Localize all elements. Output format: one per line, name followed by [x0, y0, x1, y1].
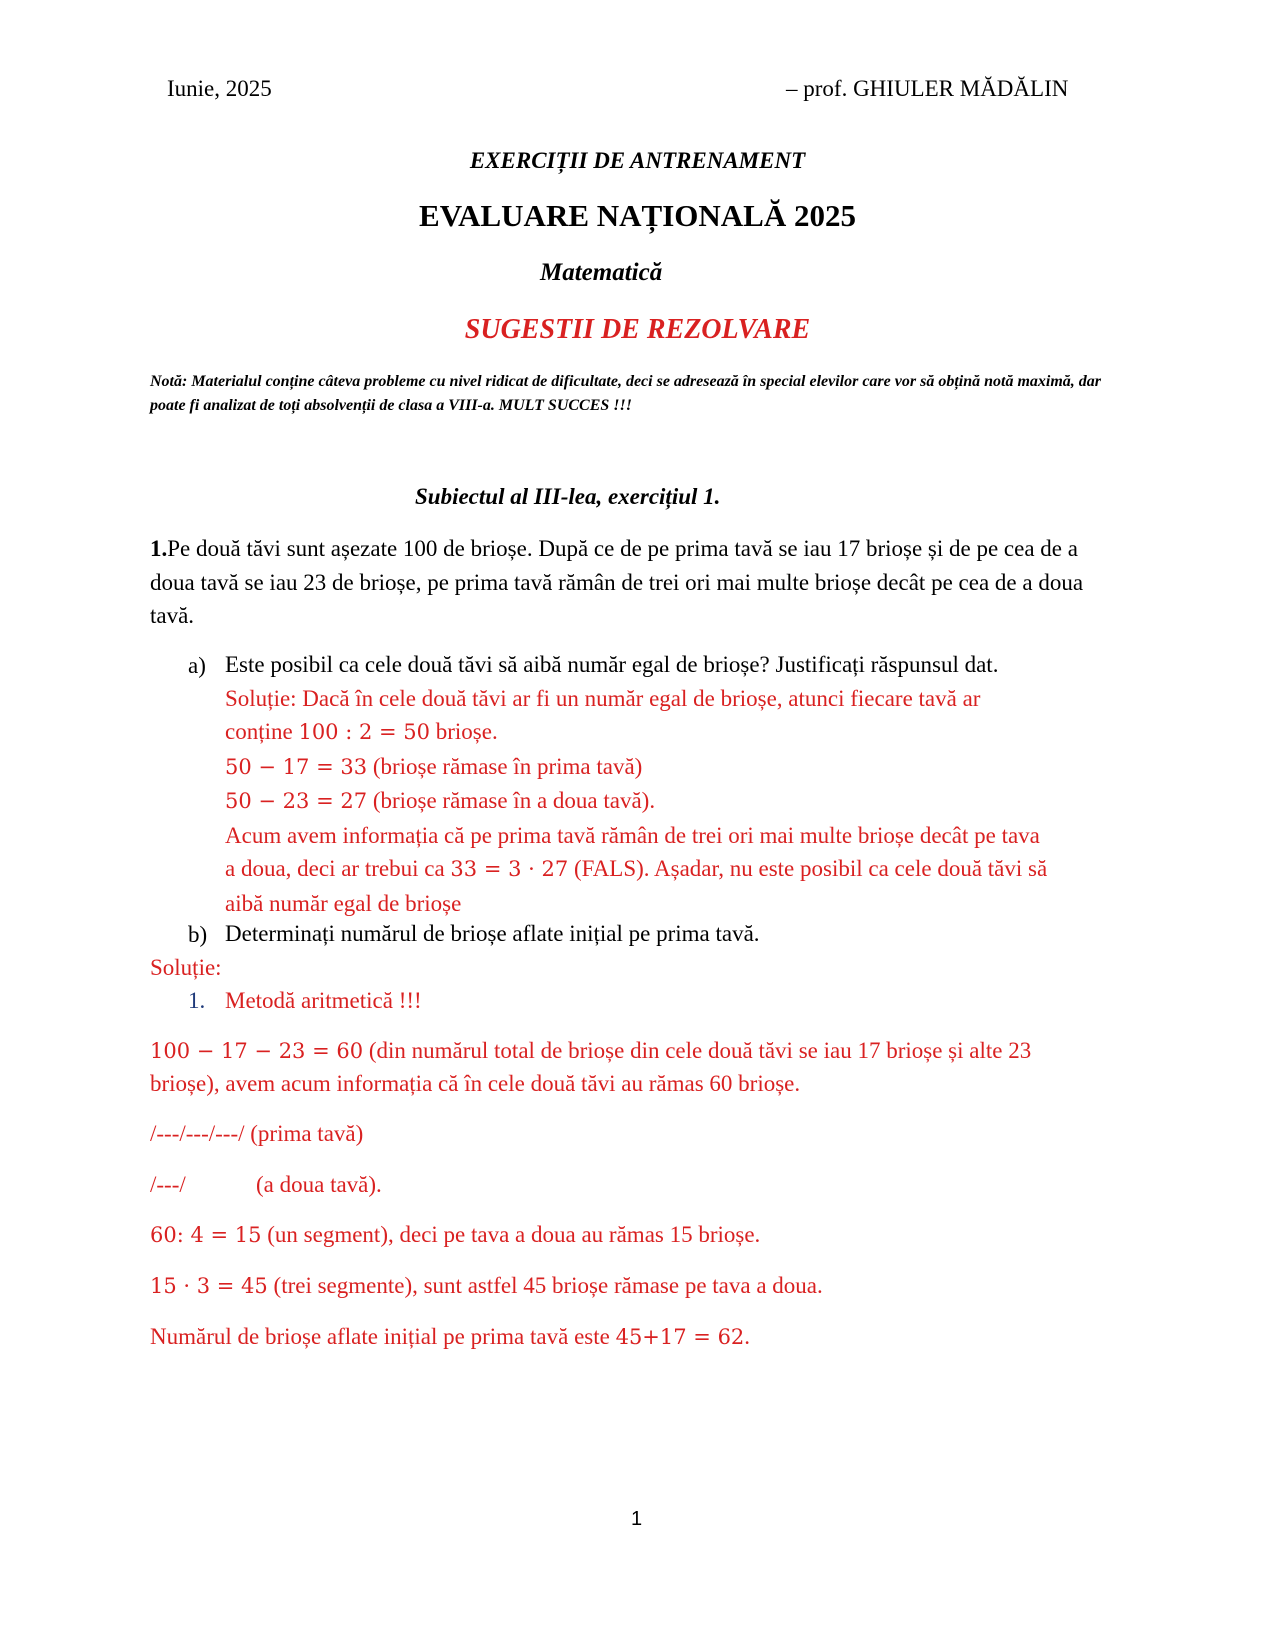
part-a-question: Este posibil ca cele două tăvi să aibă număr egal de brioșe? Justificați răspunsul dat. [225, 652, 999, 677]
note-paragraph: Notă: Materialul conține câteva probleme cu nivel ridicat de dificultate, deci se adresează în special elevilor care vor să obțină notă maximă, dar poate fi analizat de toți absolvenții de clasa a VIII-a. MULT SUCCES !!! [150, 373, 1102, 414]
problem-text: Pe două tăvi sunt așezate 100 de brioșe. După ce de pe prima tavă se iau 17 brioșe și de pe cea de a doua tavă se iau 23 de brioșe, pe prima tavă rămân de trei ori mai multe brioșe decât pe cea de a doua tavă. [150, 536, 1084, 628]
math-expression: 60: 4 = 15 [150, 1223, 262, 1247]
part-a-solution-line [225, 750, 1125, 785]
math-expression: 100 : 2 = 50 [298, 720, 430, 744]
subject-title: Matematică [540, 259, 663, 286]
problem-statement [150, 532, 1125, 633]
part-a-marker: a) [188, 653, 206, 678]
page-number: 1 [631, 1508, 643, 1530]
math-expression: 50 − 23 = 27 [225, 789, 368, 813]
text: (din numărul total de brioșe din cele două tăvi se iau 17 brioșe și alte 23 [363, 1038, 1032, 1063]
text: Numărul de brioșe aflate inițial pe prima tavă este [150, 1324, 616, 1349]
header-date: Iunie, 2025 [167, 76, 272, 101]
header-author: – prof. GHIULER MĂDĂLIN [786, 76, 1069, 101]
text: (brioșe rămase în a doua tavă). [367, 788, 656, 813]
solution-label: Soluție: [150, 955, 222, 980]
segment-diagram: /---/---/---/ [150, 1121, 245, 1146]
text: (trei segmente), sunt astfel 45 brioșe rămase pe tava a doua. [267, 1273, 823, 1298]
diagram-second-tray [150, 1172, 382, 1198]
part-a-solution-line: Soluție: Dacă în cele două tăvi ar fi un număr egal de brioșe, atunci fiecare tavă ar [225, 685, 981, 711]
math-expression: 45+17 = 62 [615, 1325, 745, 1349]
part-a-block [225, 648, 1125, 920]
exercise-heading: Subiectul al III-lea, exercițiul 1. [415, 484, 721, 509]
text: a doua, deci ar trebui ca [225, 856, 451, 881]
part-b-marker: b) [188, 922, 208, 947]
part-a-solution-line [225, 715, 1125, 750]
method-marker: 1. [188, 988, 206, 1013]
part-b-question: Determinați numărul de brioșe aflate inițial pe prima tavă. [225, 921, 760, 946]
step1-line1 [150, 1038, 1031, 1064]
segment-diagram: /---/ [150, 1172, 186, 1197]
part-a-solution-line: Acum avem informația că pe prima tavă rămân de trei ori mai multe brioșe decât pe tava [225, 822, 1040, 848]
diagram-first-tray [150, 1121, 363, 1147]
text: . [744, 1324, 751, 1349]
subtitle: EXERCIȚII DE ANTRENAMENT [469, 148, 806, 173]
text: brioșe. [430, 719, 498, 744]
text: (un segment), deci pe tava a doua au rămas 15 brioșe. [261, 1222, 761, 1247]
math-expression: 15 · 3 = 45 [150, 1274, 268, 1298]
step1-line2: brioșe), avem acum informația că în cele două tăvi au rămas 60 brioșe. [150, 1071, 801, 1096]
method-label: Metodă aritmetică !!! [225, 988, 422, 1013]
text: (FALS). Așadar, nu este posibil ca cele două tăvi să [568, 856, 1048, 881]
step2-line [150, 1222, 760, 1248]
step3-line [150, 1273, 823, 1299]
final-answer-line [150, 1324, 750, 1350]
math-expression: 100 − 17 − 23 = 60 [150, 1039, 364, 1063]
part-a-solution-line [225, 784, 1125, 819]
math-expression: 33 = 3 · 27 [450, 857, 569, 881]
text: (a doua tavă). [256, 1172, 382, 1197]
problem-number: 1. [150, 536, 168, 561]
part-a-solution-line: aibă număr egal de brioșe [225, 890, 462, 916]
page-title: EVALUARE NAȚIONALĂ 2025 [419, 198, 856, 233]
text: (brioșe rămase în prima tavă) [367, 753, 643, 779]
section-title: SUGESTII DE REZOLVARE [464, 314, 811, 345]
math-expression: 50 − 17 = 33 [225, 754, 368, 779]
text: conține [225, 719, 299, 744]
text: (prima tavă) [244, 1121, 364, 1146]
part-a-solution-line [225, 852, 1125, 887]
